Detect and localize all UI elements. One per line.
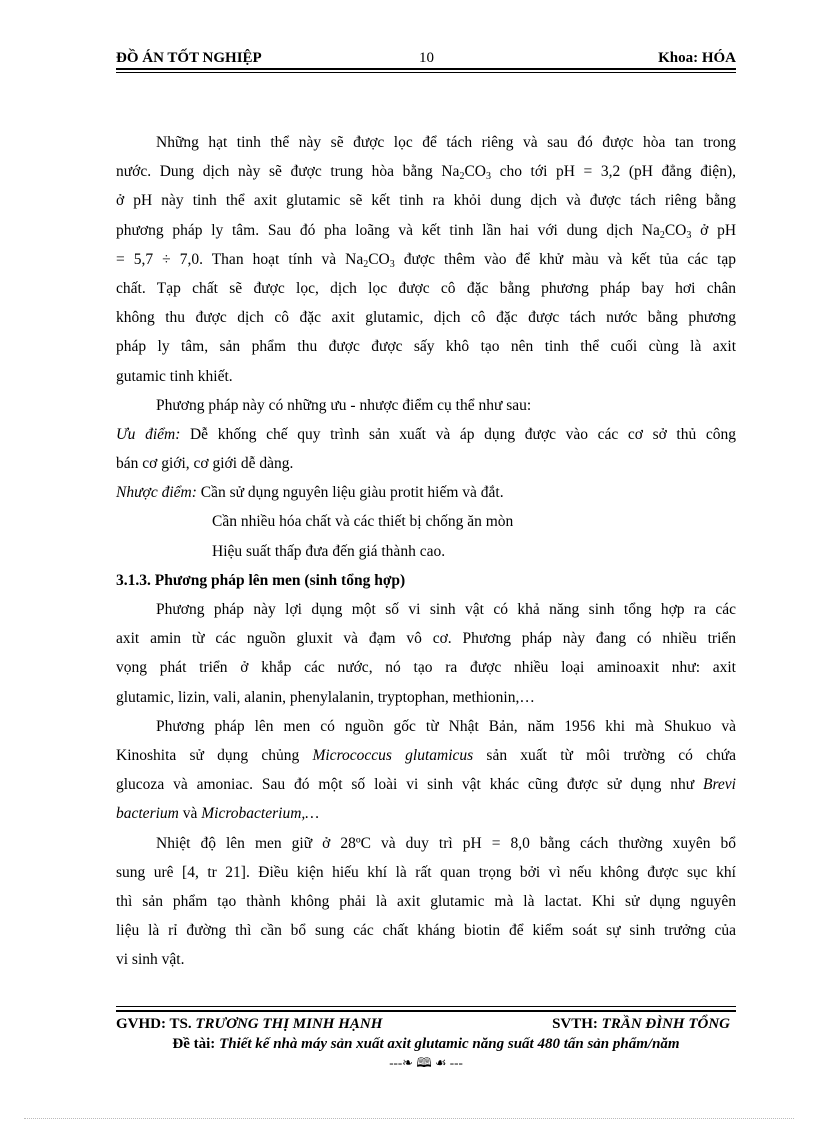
page-bottom-border xyxy=(24,1118,794,1119)
paragraph-line: bacterium và Microbacterium,… xyxy=(116,805,320,823)
ornament: ---❧ 🕮 ☙ --- xyxy=(389,1055,463,1070)
section-heading: 3.1.3. Phương pháp lên men (sinh tổng hợp) xyxy=(116,571,406,589)
page-header xyxy=(116,48,736,70)
paragraph-line: gutamic tinh khiết. xyxy=(116,367,233,385)
advantages-line: bán cơ giới, cơ giới dễ dàng. xyxy=(116,455,294,473)
paragraph-line: Phương pháp này lợi dụng một số vi sinh vật có khả năng sinh tổng hợp ra các xyxy=(156,601,736,618)
page-number: 10 xyxy=(419,50,434,66)
header-title: ĐỒ ÁN TỐT NGHIỆP xyxy=(116,50,262,66)
page-footer xyxy=(116,1014,736,1072)
paragraph-line: Nhiệt độ lên men giữ ở 28ºC và duy trì pH = 8,0 bằng cách thường xuyên bổ xyxy=(156,834,736,852)
header-department: Khoa: HÓA xyxy=(658,50,736,66)
disadvantages-line: Hiệu suất thấp đưa đến giá thành cao. xyxy=(212,542,446,560)
paragraph-line: = 5,7 ÷ 7,0. Than hoạt tính và $Na_2CO_3$ được thêm vào để khử màu và kết tủa các tạp xyxy=(116,250,736,270)
paragraph-line: glutamic, lizin, vali, alanin, phenylalanin, tryptophan, methionin,… xyxy=(116,688,535,706)
paragraph-line: vi sinh vật. xyxy=(116,951,185,969)
paragraph-line: vọng phát triển ở khắp các nước, nó tạo ra được nhiều loại aminoaxit như: axit xyxy=(116,659,736,677)
advantages-line: Ưu điểm: Dễ khống chế quy trình sản xuất và áp dụng được vào các cơ sở thủ công xyxy=(116,425,736,443)
paragraph-line: Những hạt tinh thể này sẽ được lọc để tách riêng và sau đó được hòa tan trong xyxy=(156,134,736,151)
paragraph-line: sung urê [4, tr 21]. Điều kiện hiếu khí là rất quan trọng bởi vì nếu không được sục khí xyxy=(116,863,736,881)
disadvantages-label: Nhược điểm: xyxy=(116,484,197,502)
paragraph-line: liệu là rỉ đường thì cần bổ sung các chất kháng biotin để kiểm soát sự sinh trưởng của xyxy=(116,922,736,940)
footer-rule-thin xyxy=(116,1006,736,1007)
document-body xyxy=(116,128,736,974)
disadvantages-line: Cần nhiều hóa chất và các thiết bị chống ăn mòn xyxy=(212,513,514,531)
disadvantages-line: Nhược điểm: Cần sử dụng nguyên liệu giàu protit hiếm và đắt. xyxy=(116,484,504,502)
header-rule-thin xyxy=(116,72,736,73)
paragraph-line: phương pháp ly tâm. Sau đó pha loãng và kết tinh lần hai với dung dịch $Na_2CO_3$ ở pH xyxy=(116,221,737,241)
supervisor: GVHD: TS. TRƯƠNG THỊ MINH HẠNH xyxy=(116,1016,383,1032)
paragraph-line: glucoza và amoniac. Sau đó một số loài vi sinh vật khác cũng được sử dụng như Brevi xyxy=(116,776,736,794)
paragraph-line: axit amin từ các nguồn gluxit và đạm vô cơ. Phương pháp này đang có nhiều triển xyxy=(116,630,736,648)
thesis-topic: Đề tài: Thiết kế nhà máy sản xuất axit glutamic năng suất 480 tấn sản phẩm/năm xyxy=(172,1036,680,1052)
paragraph-line: Phương pháp này có những ưu - nhược điểm cụ thể như sau: xyxy=(156,396,532,414)
paragraph-line: ở pH này tinh thể axit glutamic sẽ kết tinh ra khỏi dung dịch và được tách riêng bằng xyxy=(116,192,736,210)
advantages-label: Ưu điểm: xyxy=(116,425,181,443)
paragraph-line: thì sản phẩm tạo thành không phải là axit glutamic mà là lactat. Khi sử dụng nguyên xyxy=(116,892,736,910)
student: SVTH: TRẦN ĐÌNH TỔNG xyxy=(552,1016,730,1032)
paragraph-line: pháp ly tâm, sản phẩm thu được được sấy khô tạo nên tinh thể cuối cùng là axit xyxy=(116,338,736,356)
header-rule-thick xyxy=(116,68,736,70)
paragraph-line: không thu được dịch cô đặc axit glutamic, dịch cô đặc được tách nước bằng phương xyxy=(116,309,736,327)
paragraph-line: Kinoshita sử dụng chủng Micrococcus glutamicus sản xuất từ môi trường có chứa xyxy=(116,746,736,764)
paragraph-line: nước. Dung dịch này sẽ được trung hòa bằng $Na_2CO_3$ cho tới pH = 3,2 (pH đẳng điện), xyxy=(116,163,736,183)
footer-rule-thick xyxy=(116,1010,736,1012)
paragraph-line: chất. Tạp chất sẽ được lọc, dịch lọc được cô đặc bằng phương pháp bay hơi chân xyxy=(116,279,736,297)
paragraph-line: Phương pháp lên men có nguồn gốc từ Nhật Bản, năm 1956 khi mà Shukuo và xyxy=(156,717,736,735)
